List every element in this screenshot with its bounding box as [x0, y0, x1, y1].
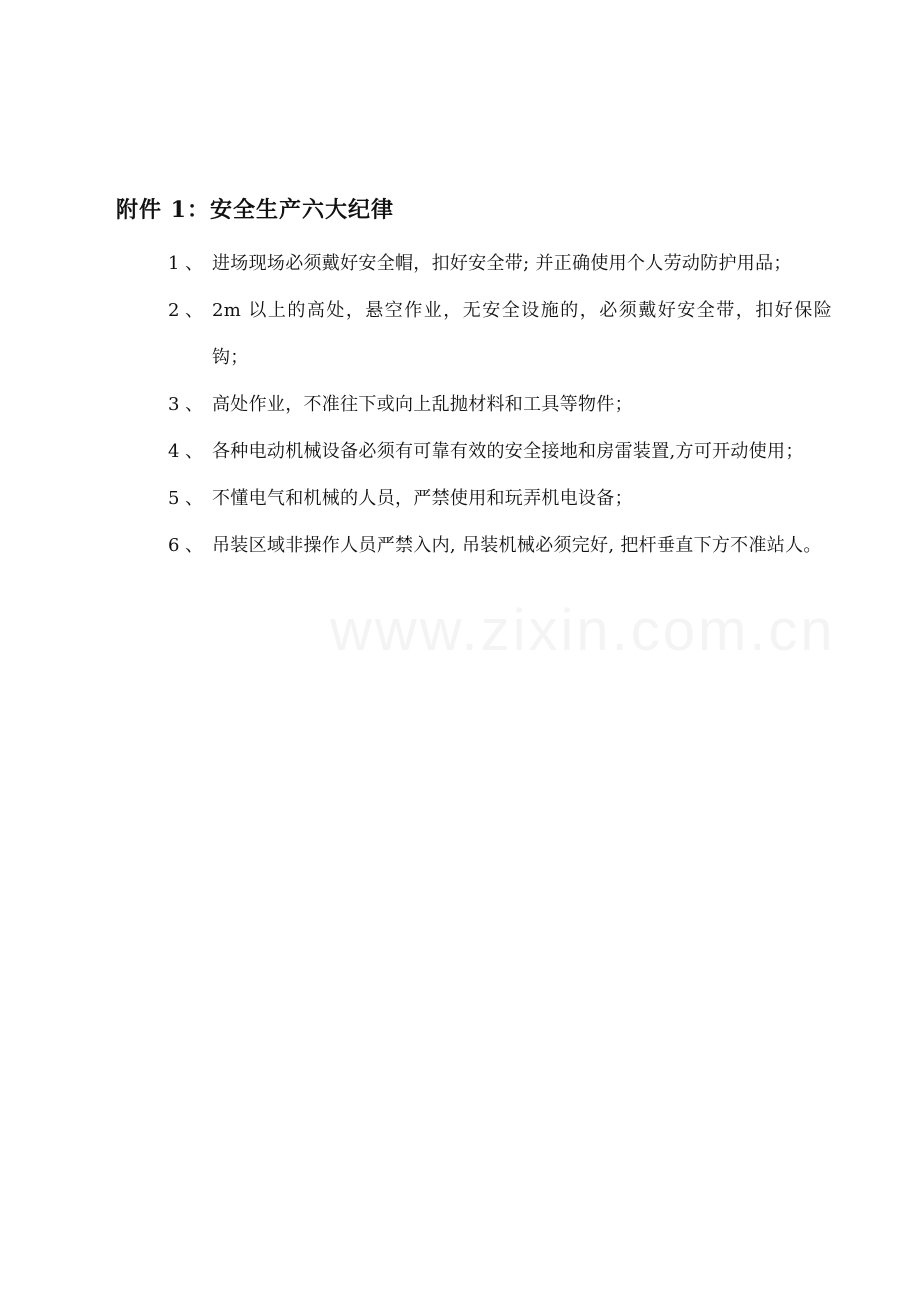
rule-item-5 [168, 475, 832, 522]
discipline-rules-list [168, 240, 832, 569]
rule-number: 3 、 [168, 394, 204, 415]
rule-number: 6 、 [168, 535, 204, 556]
rule-item-1 [168, 240, 832, 287]
watermark-text: www.zixin.com.cn [330, 598, 836, 663]
rule-text: 进场现场必须戴好安全帽，扣好安全带; 并正确使用个人劳动防护用品； [212, 253, 792, 274]
rule-item-3 [168, 381, 832, 428]
rule-text: 高处作业，不准往下或向上乱抛材料和工具等物件； [212, 394, 633, 415]
rule-number: 5 、 [168, 488, 204, 509]
rule-text: 不懂电气和机械的人员，严禁使用和玩弄机电设备； [212, 488, 633, 509]
rule-text: 2m 以上的高处，悬空作业，无安全设施的，必须戴好安全带，扣好保险钩； [212, 300, 832, 368]
rule-item-2 [168, 287, 832, 381]
rule-item-6 [168, 522, 832, 569]
rule-text: 吊装区域非操作人员严禁入内, 吊装机械必须完好, 把杆垂直下方不准站人。 [212, 535, 822, 556]
rule-number: 1 、 [168, 253, 204, 274]
rule-number: 4 、 [168, 441, 204, 462]
rule-number: 2 、 [168, 300, 204, 321]
rule-item-4 [168, 428, 832, 475]
document-title: 附件 1：安全生产六大纪律 [116, 197, 394, 223]
rule-text: 各种电动机械设备必须有可靠有效的安全接地和房雷装置,方可开动使用； [212, 441, 804, 462]
